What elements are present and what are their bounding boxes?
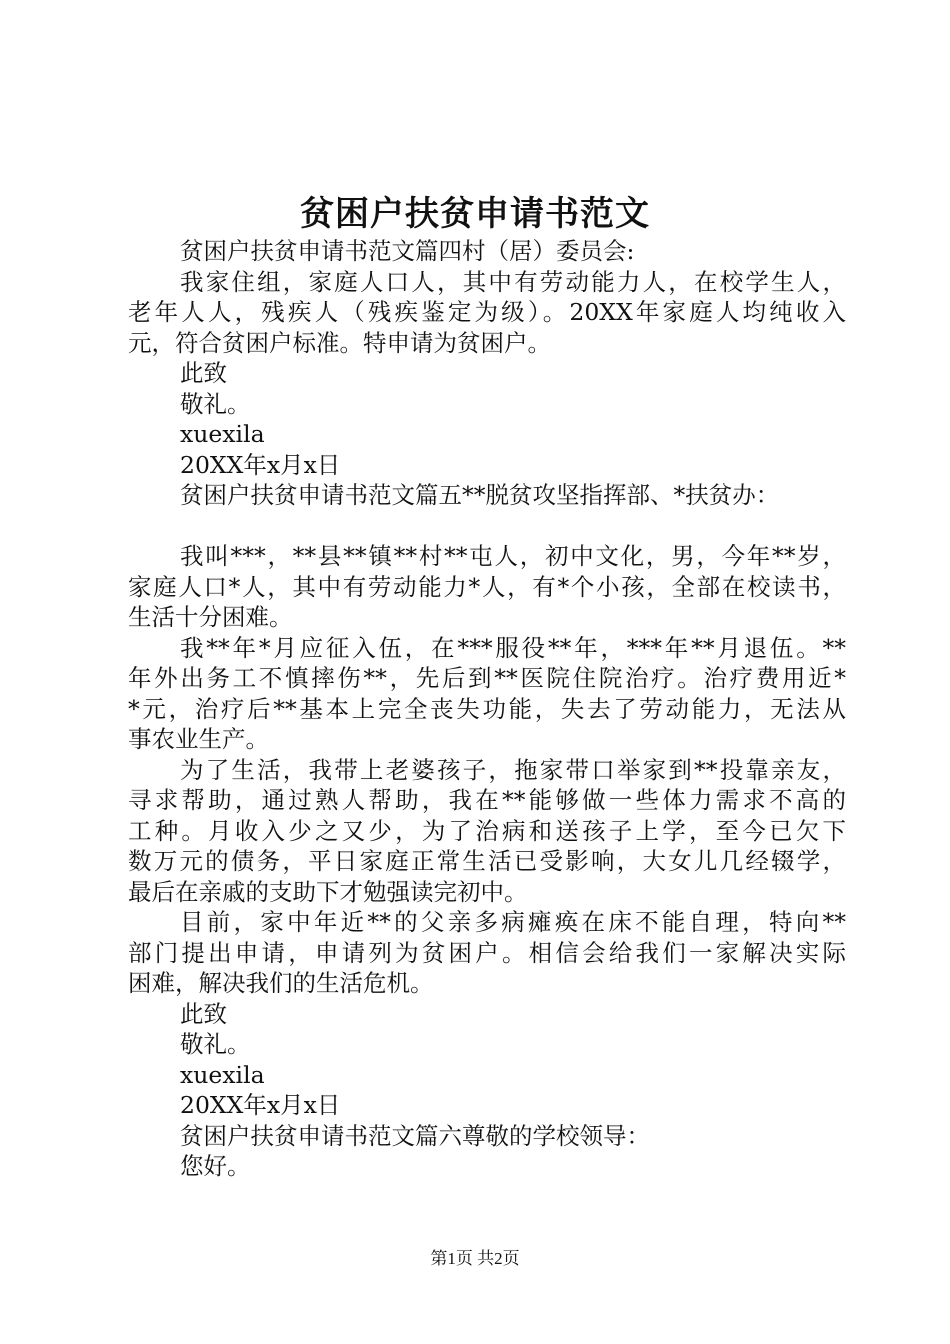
paragraph-line: 我叫***，**县**镇**村**屯人，初中文化，男，今年**岁，: [180, 542, 846, 570]
section-heading-4: 贫困户扶贫申请书范文篇四村（居）委员会:: [180, 237, 635, 265]
paragraph-line: 家庭人口*人，其中有劳动能力*人，有*个小孩，全部在校读书，: [128, 572, 846, 601]
page-footer: 第1页 共2页: [430, 1249, 520, 1268]
paragraph-line: 最后在亲戚的支助下才勉强读完初中。: [128, 877, 528, 906]
greeting-line: 您好。: [180, 1152, 251, 1180]
paragraph-line: *元，治疗后**基本上完全丧失功能，失去了劳动能力，无法从: [128, 694, 846, 723]
paragraph-line: 元，符合贫困户标准。特申请为贫困户。: [128, 328, 551, 357]
closing-regards: 敬礼。: [180, 1030, 251, 1058]
blank-line: [128, 511, 846, 542]
paragraph-line: 年外出务工不慎摔伤**，先后到**医院住院治疗。治疗费用近*: [128, 664, 846, 692]
paragraph-line: 为了生活，我带上老婆孩子，拖家带口举家到**投靠亲友，: [180, 755, 846, 784]
paragraph-line: 困难，解决我们的生活危机。: [128, 969, 434, 997]
paragraph-line: 我**年*月应征入伍，在***服役**年，***年**月退伍。**: [180, 633, 846, 662]
closing-salutation: 此致: [180, 999, 227, 1028]
paragraph-line: 事农业生产。: [128, 725, 269, 753]
closing-salutation: 此致: [180, 359, 227, 387]
paragraph-line: 工种。月收入少之又少，为了治病和送孩子上学，至今已欠下: [128, 816, 846, 845]
section-heading-5: 贫困户扶贫申请书范文篇五**脱贫攻坚指挥部、*扶贫办：: [180, 481, 780, 509]
section-heading-6: 贫困户扶贫申请书范文篇六尊敬的学校领导：: [180, 1121, 650, 1150]
closing-regards: 敬礼。: [180, 389, 251, 418]
signature: xuexila: [180, 1060, 265, 1089]
signature: xuexila: [180, 420, 265, 448]
paragraph-line: 数万元的债务，平日家庭正常生活已受影响，大女儿几经辍学，: [128, 847, 846, 875]
paragraph-line: 我家住组，家庭人口人，其中有劳动能力人，在校学生人，: [180, 267, 846, 296]
paragraph-line: 部门提出申请，申请列为贫困户。相信会给我们一家解决实际: [128, 938, 846, 967]
page-title: 贫困户扶贫申请书范文: [300, 194, 650, 234]
paragraph-line: 生活十分困难。: [128, 603, 293, 631]
date-line: 20XX年x月x日: [180, 450, 341, 479]
document-body: [128, 236, 846, 1182]
paragraph-line: 目前，家中年近**的父亲多病瘫痪在床不能自理，特向**: [180, 908, 846, 936]
date-line: 20XX年x月x日: [180, 1091, 341, 1119]
paragraph-line: 寻求帮助，通过熟人帮助，我在**能够做一些体力需求不高的: [128, 786, 846, 814]
paragraph-line: 老年人人，残疾人（残疾鉴定为级）。20XX年家庭人均纯收入: [128, 298, 846, 326]
